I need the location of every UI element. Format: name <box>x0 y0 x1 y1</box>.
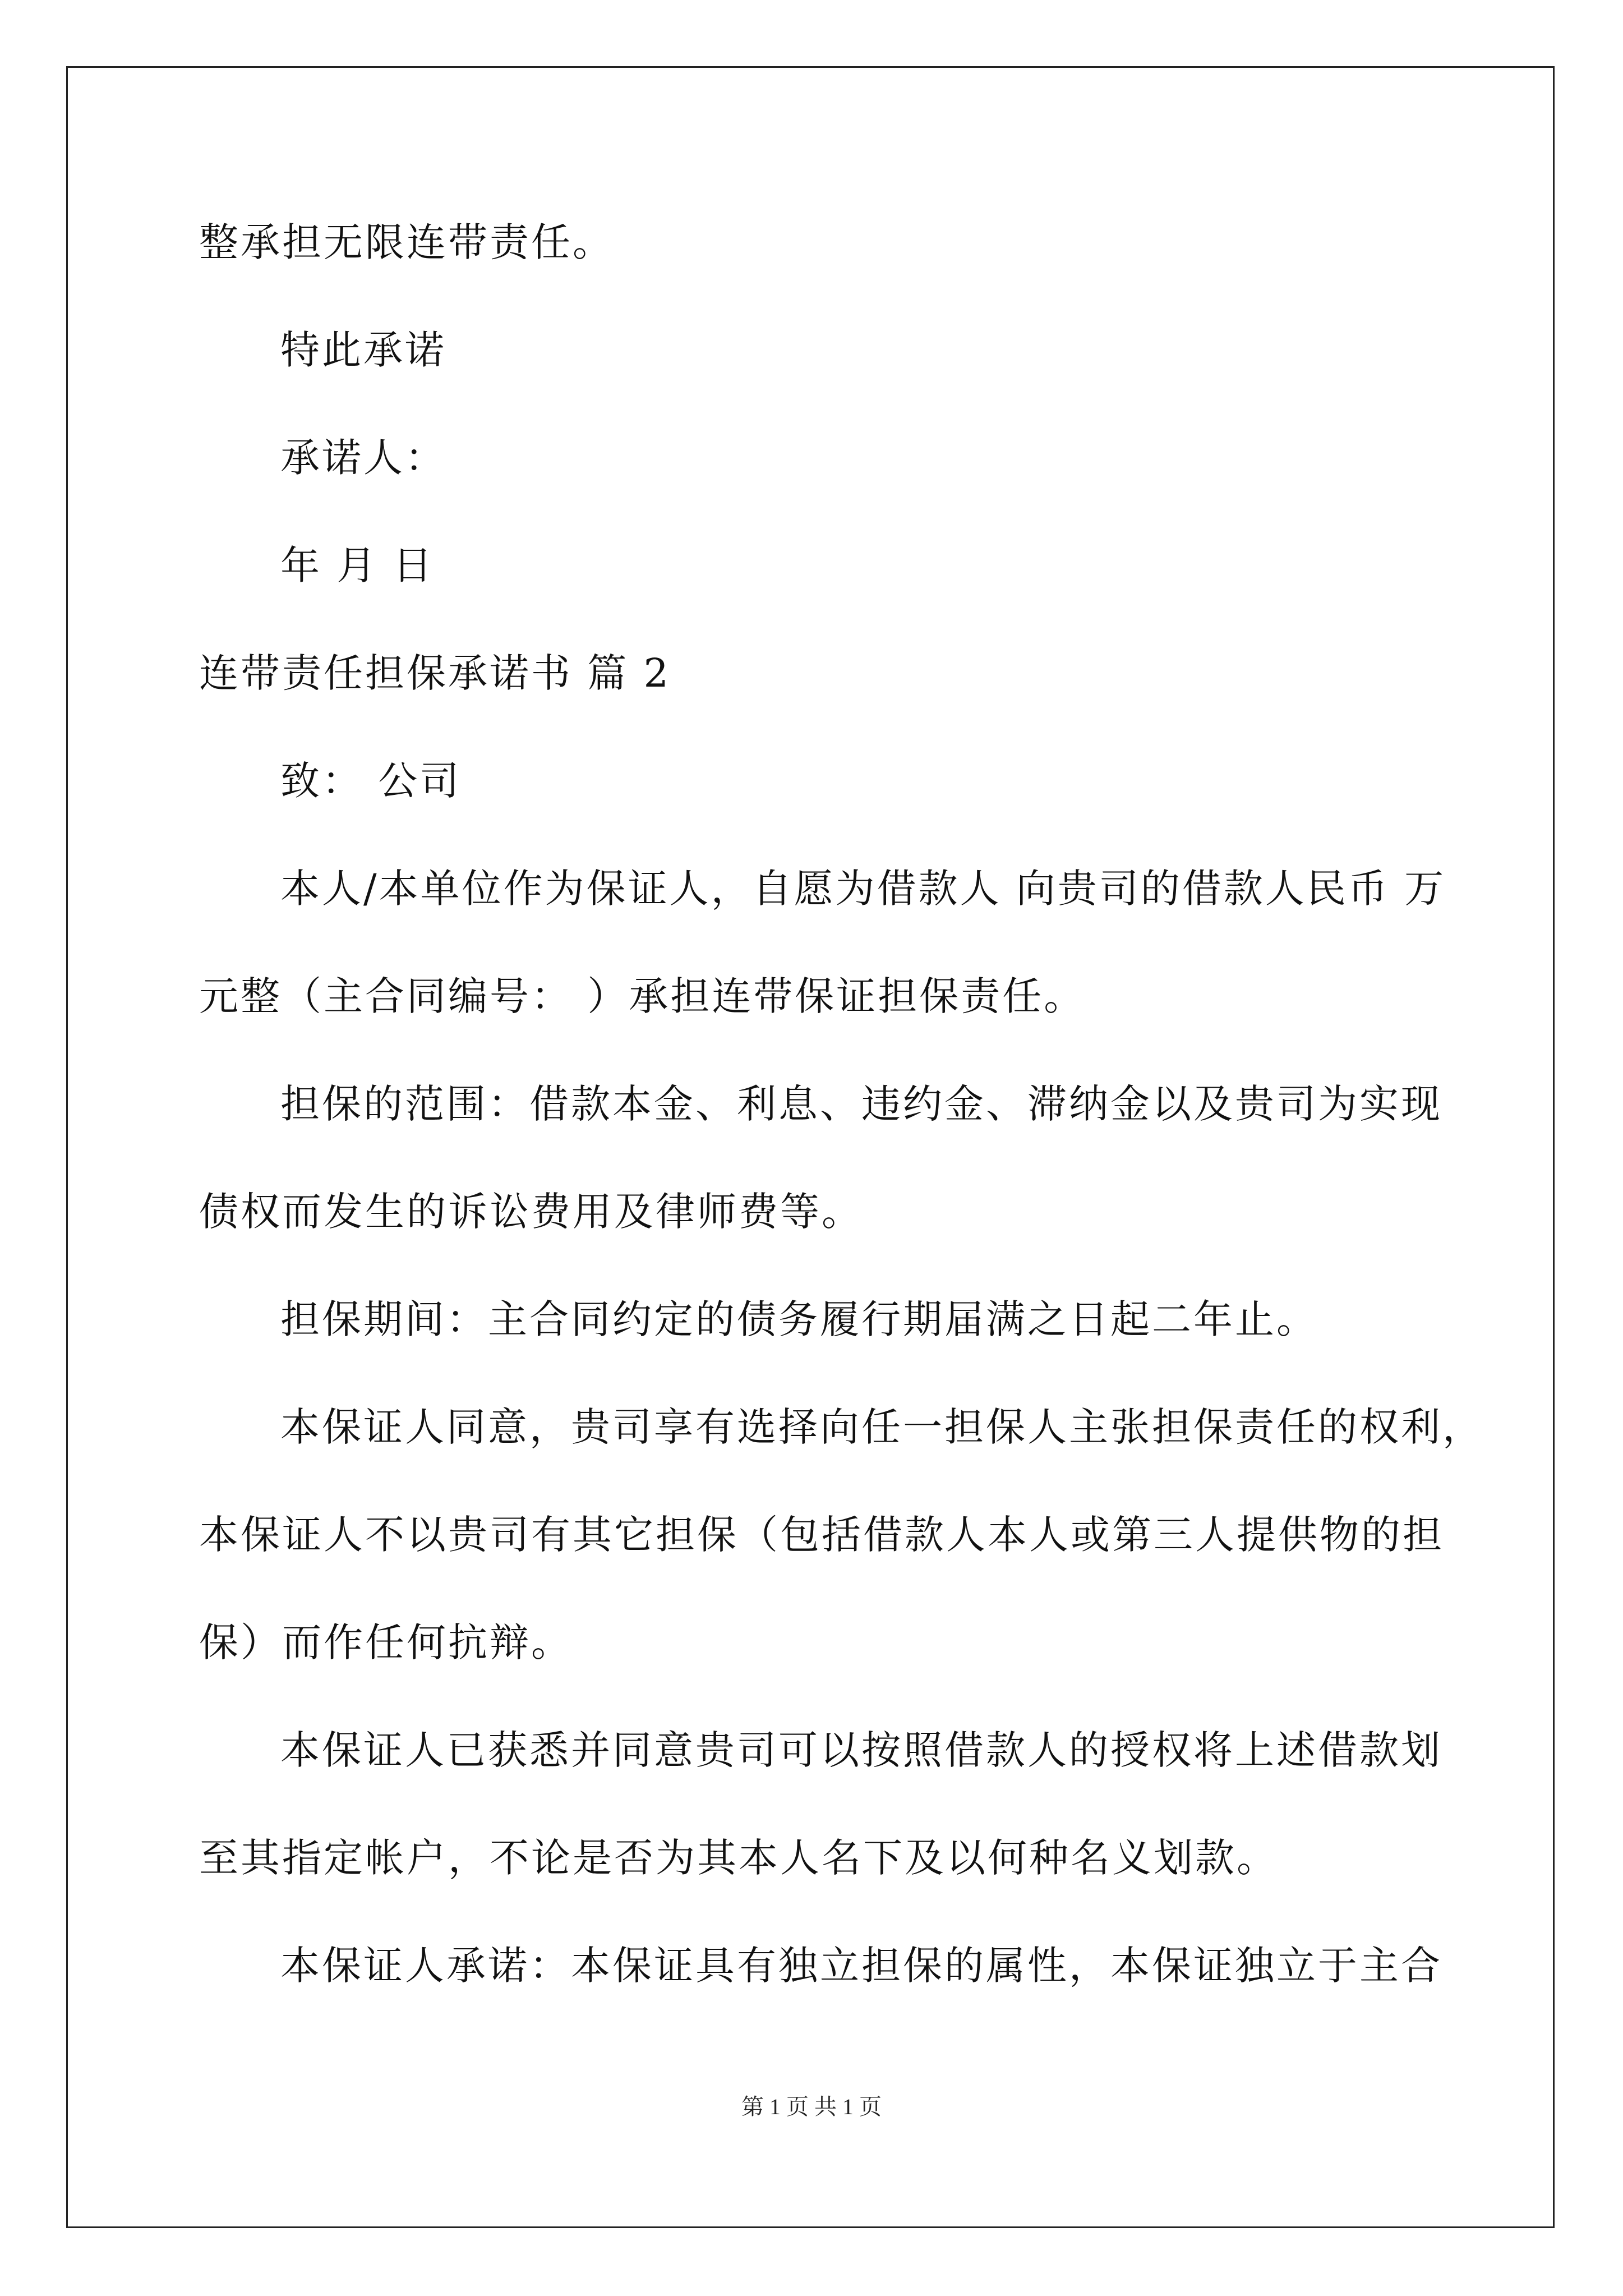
text-line: 保）而作任何抗辩。 <box>199 1619 573 1665</box>
text-line: 整承担无限连带责任。 <box>199 219 614 265</box>
text-line: 债权而发生的诉讼费用及律师费等。 <box>199 1189 863 1235</box>
text-line: 本保证人不以贵司有其它担保（包括借款人本人或第三人提供物的担 <box>199 1512 1444 1558</box>
text-line: 担保的范围：借款本金、利息、违约金、滞纳金以及贵司为实现 <box>280 1081 1442 1127</box>
text-line: 本保证人同意，贵司享有选择向任一担保人主张担保责任的权利， <box>280 1404 1484 1450</box>
text-line: 担保期间：主合同约定的债务履行期届满之日起二年止。 <box>280 1296 1318 1342</box>
text-line: 本保证人已获悉并同意贵司可以按照借款人的授权将上述借款划 <box>280 1727 1442 1773</box>
text-line: 年 月 日 <box>280 542 435 588</box>
text-line: 本人/本单位作为保证人，自愿为借款人 向贵司的借款人民币 万 <box>280 866 1446 912</box>
section-heading: 连带责任担保承诺书 篇 2 <box>199 650 671 696</box>
page-frame <box>66 66 1555 2228</box>
text-line: 承诺人： <box>280 435 446 481</box>
text-line: 元整（主合同编号： ）承担连带保证担保责任。 <box>199 973 1086 1019</box>
text-line: 特此承诺 <box>280 327 446 373</box>
page-number-footer: 第 1 页 共 1 页 <box>741 2094 882 2119</box>
text-line: 本保证人承诺：本保证具有独立担保的属性，本保证独立于主合 <box>280 1943 1442 1989</box>
text-line: 至其指定帐户，不论是否为其本人名下及以何种名义划款。 <box>199 1835 1278 1881</box>
text-line: 致： 公司 <box>280 758 462 804</box>
